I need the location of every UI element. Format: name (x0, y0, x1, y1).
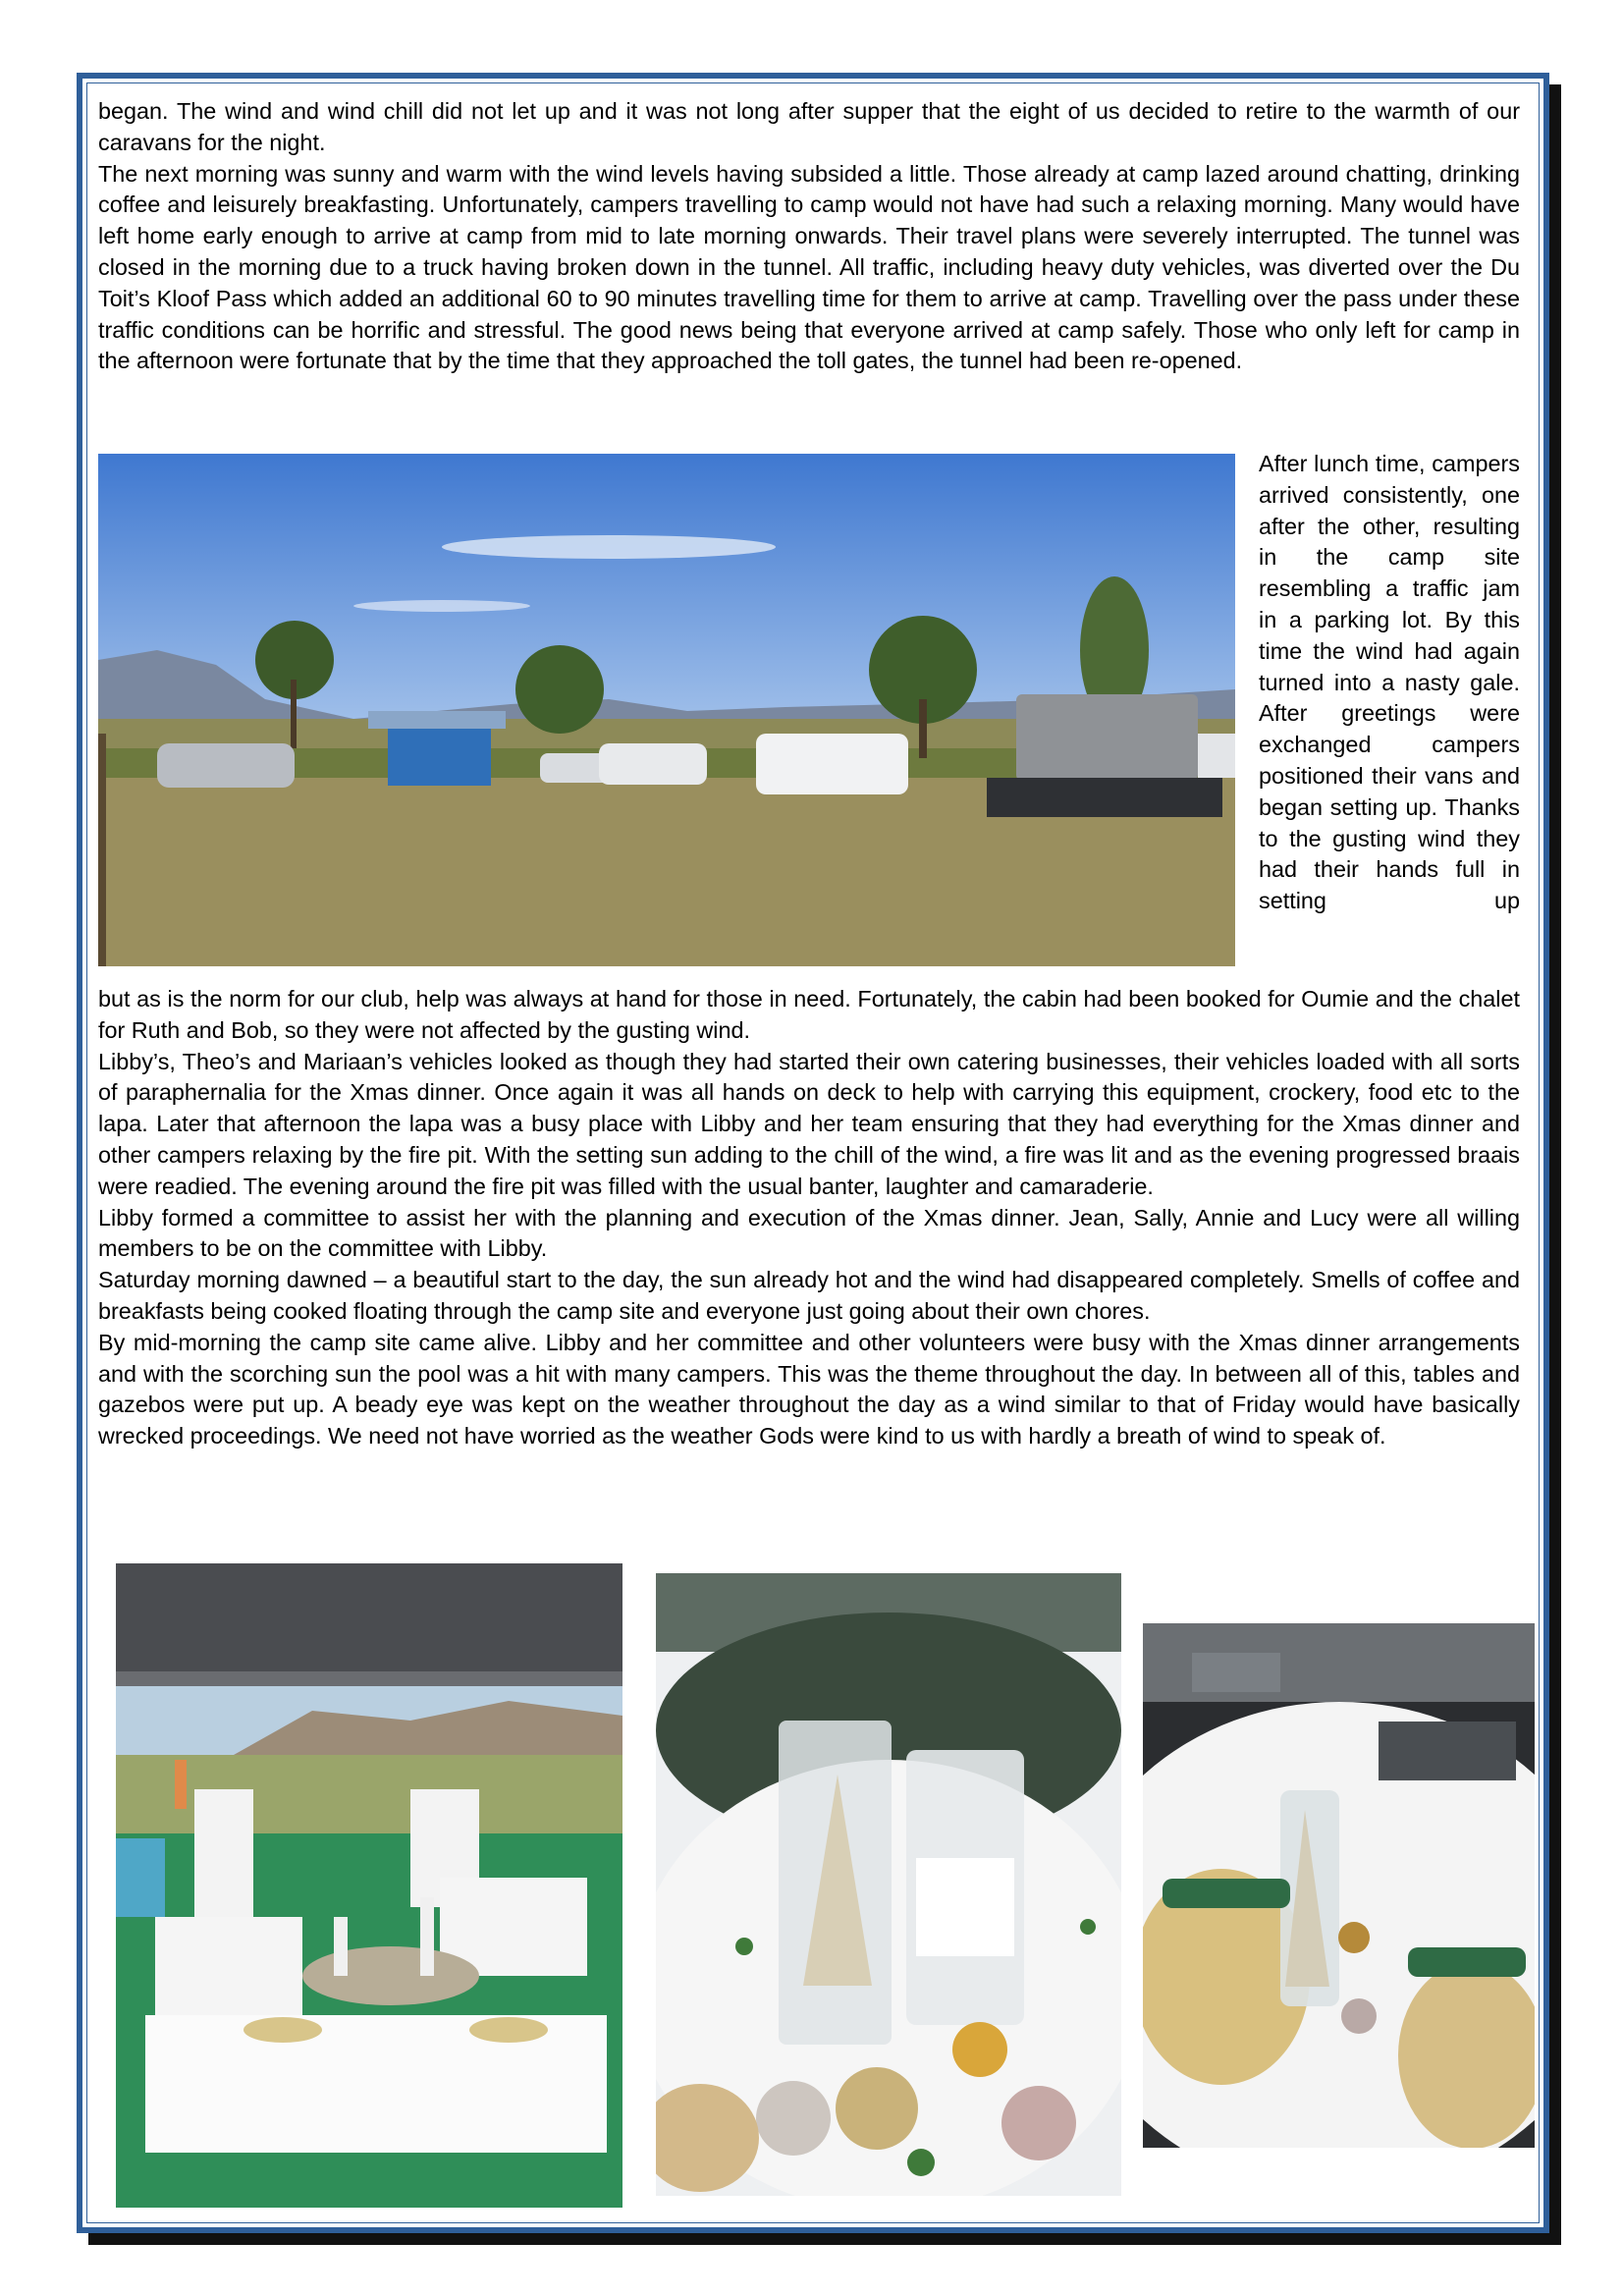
article-top-text (98, 96, 1520, 377)
paragraph-side-continuation: but as is the norm for our club, help was always at hand for those in need. Fortunately, the cabin had been booked for Oumie and the chalet for Ruth and Bob, so they were not affected by the gusting wind. (98, 986, 1520, 1043)
paragraph-midmorning: By mid-morning the camp site came alive. Libby and her committee and other volunteers were busy with the Xmas dinner arrangements and with the scorching sun the pool was a hit with many campers. This was the theme throughout the day. In between all of this, tables and gazebos were put up. A beady eye was kept on the weather throughout the day as a wind similar to that of Friday would have basically wrecked proceedings. We need not have worried as the weather Gods were kind to us with hardly a breath of wind to speak of. (98, 1329, 1520, 1449)
centrepiece-photo (656, 1573, 1121, 2196)
paragraph-catering: Libby’s, Theo’s and Mariaan’s vehicles looked as though they had started their own catering businesses, their vehicles loaded with all sorts of paraphernalia for the Xmas dinner. Once again it was all hands on deck to help with carrying this equipment, crockery, food etc to the lapa. Later that afternoon the lapa was a busy place with Libby and her team ensuring that they had everything for the Xmas dinner and other campers relaxing by the fire pit. With the setting sun adding to the chill of the wind, a fire was lit and as the evening progressed braais were readied. The evening around the fire pit was filled with the usual banter, laughter and camaraderie. (98, 1048, 1520, 1199)
paragraph-committee: Libby formed a committee to assist her with the planning and execution of the Xmas dinner. Jean, Sally, Annie and Lucy were all willing members to be on the committee with Libby. (98, 1204, 1520, 1262)
centrepiece-image (656, 1573, 1121, 2196)
side-column-text: After lunch time, campers arrived consistently, one after the other, resulting in the camp site resembling a traffic jam in a parking lot. By this time the wind had again turned into a nasty gale. After greetings were exchanged campers positioned their vans and began setting up. Thanks to the gusting wind they had their hands full in setting up (1259, 451, 1520, 914)
paragraph-saturday: Saturday morning dawned – a beautiful start to the day, the sun already hot and the wind had disappeared completely. Smells of coffee and breakfasts being cooked floating through the camp site and everyone just going about their own chores. (98, 1267, 1520, 1324)
gazebo-tables-image (116, 1563, 622, 2208)
campsite-photo (98, 454, 1235, 966)
dinner-table-photo (1143, 1623, 1535, 2148)
paragraph-intro: began. The wind and wind chill did not let up and it was not long after supper that the eight of us decided to retire to the warmth of our caravans for the night. (98, 98, 1520, 155)
dinner-table-image (1143, 1623, 1535, 2148)
gazebo-tables-photo (116, 1563, 622, 2208)
paragraph-morning: The next morning was sunny and warm with the wind levels having subsided a little. Those already at camp lazed around chatting, drinking coffee and leisurely breakfasting. Unfortunately, campers travelling to camp would not have had such a relaxing morning. Many would have left home early enough to arrive at camp from mid to late morning onwards. Their travel plans were severely interrupted. The tunnel was closed in the morning due to a truck having broken down in the tunnel. All traffic, including heavy duty vehicles, was diverted over the Du Toit’s Kloof Pass which added an additional 60 to 90 minutes travelling time for them to arrive at camp. Travelling over the pass under these traffic conditions can be horrific and stressful. The good news being that everyone arrived at camp safely. Those who only left for camp in the afternoon were fortunate that by the time that they approached the toll gates, the tunnel had been re-opened. (98, 160, 1520, 374)
campsite-photo-image (98, 454, 1235, 966)
article-bottom-text (98, 984, 1520, 1452)
